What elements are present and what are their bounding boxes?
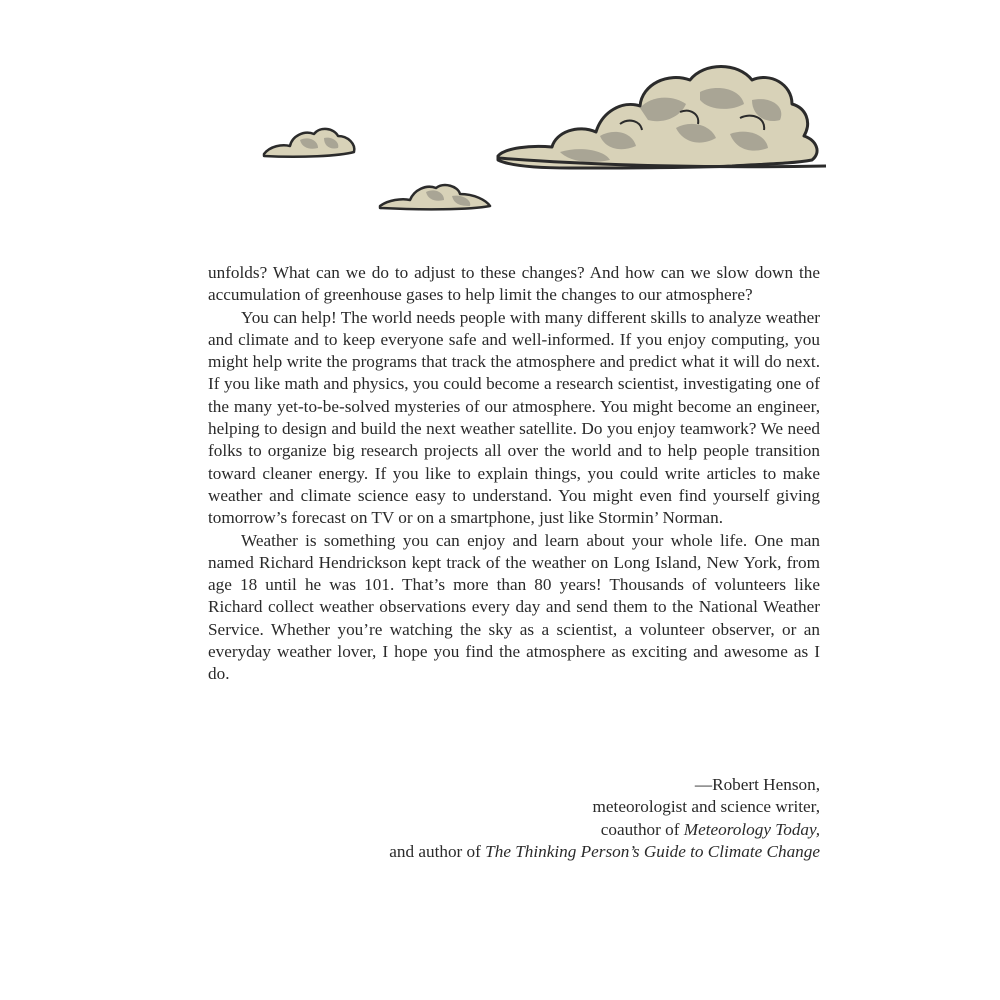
- small-cloud-icon: [264, 129, 354, 157]
- body-text: [208, 262, 820, 686]
- paragraph: Weather is something you can enjoy and learn about your whole life. One man named Richard Hendrickson kept track of the weather on Long Island, New York, from age 18 until he was 101. That’s more than 80 years! Thousands of volunteers like Richard collect weather observations every day and send them to the National Weather Service. Whether you’re watching the sky as a scientist, a volunteer observer, or an everyday weather lover, I hope you find the atmosphere as exciting and awesome as I do.: [208, 530, 820, 684]
- signature-block: [200, 774, 820, 863]
- clouds-illustration: [0, 0, 1000, 240]
- author-role: meteorologist and science writer,: [592, 797, 820, 817]
- small-cloud-icon: [380, 185, 490, 209]
- large-cloud-icon: [498, 67, 826, 169]
- coauthor-book-title: Meteorology Today,: [683, 819, 820, 839]
- author-book-title: The Thinking Person’s Guide to Climate Change: [485, 841, 820, 861]
- paragraph: You can help! The world needs people with many different skills to analyze weather and climate and to keep everyone safe and well-informed. If you enjoy computing, you might help write the programs that track the atmosphere and predict what it will do next. If you like math and physics, you could become a research scientist, investigating one of the many yet-to-be-solved mysteries of our atmosphere. You might become an engineer, helping to design and build the next weather satellite. Do you enjoy teamwork? We need folks to organize big research projects all over the world and to help people transition toward cleaner energy. If you like to explain things, you could write articles to make weather and climate science easy to understand. You might even find yourself giving tomorrow’s forecast on TV or on a smartphone, just like Stormin’ Norman.: [208, 307, 820, 528]
- author-name: —Robert Henson,: [694, 775, 820, 794]
- author-credit: [200, 841, 820, 863]
- paragraph: unfolds? What can we do to adjust to these changes? And how can we slow down the accumulation of greenhouse gases to help limit the changes to our atmosphere?: [208, 263, 820, 305]
- coauthor-prefix: coauthor of: [600, 819, 684, 839]
- author-prefix: and author of: [389, 841, 486, 861]
- coauthor-credit: [200, 819, 820, 841]
